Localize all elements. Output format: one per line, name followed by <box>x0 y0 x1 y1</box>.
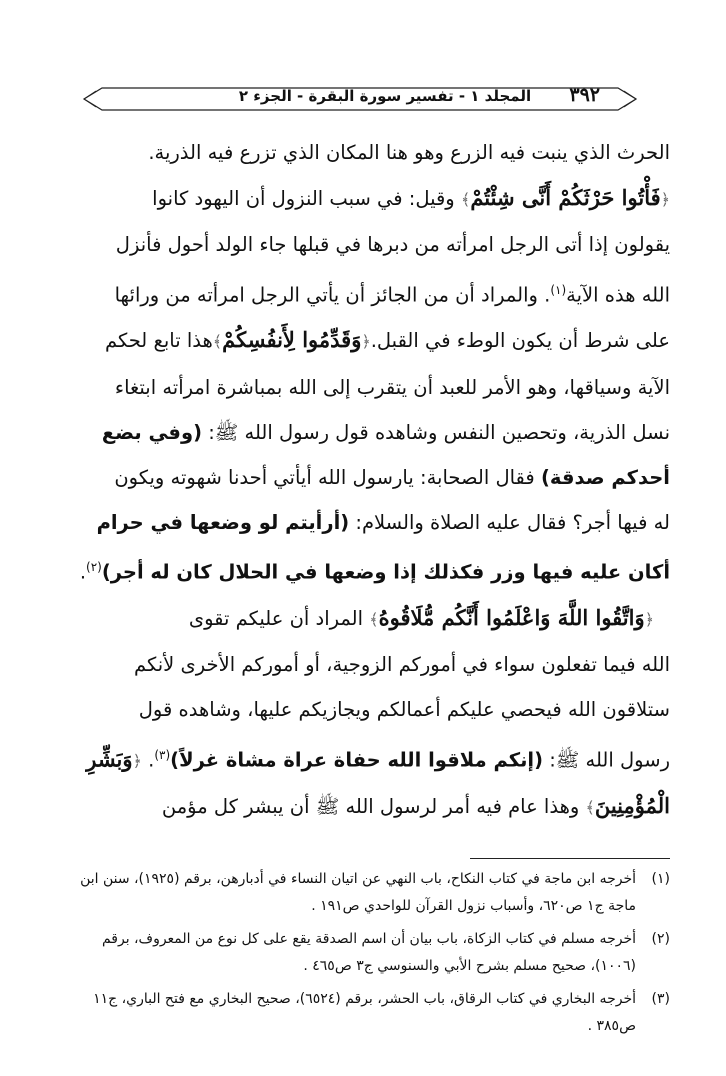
footnotes <box>58 866 670 1046</box>
text-segment: . <box>79 560 87 584</box>
text-segment: يقولون إذا أتى الرجل امرأته من دبرها في قبلها جاء الولد أحول فأنزل <box>115 233 670 257</box>
text-segment: هذا تابع لحكم <box>104 329 213 353</box>
footnote-separator <box>470 858 670 859</box>
text-segment: نسل الذرية، وتحصين النفس وشاهده قول رسول الله ﷺ: <box>202 420 670 444</box>
quran-bracket-close: ﴾ <box>585 798 595 818</box>
footnote-number: (١) <box>651 871 670 887</box>
page-header <box>80 78 640 120</box>
hadith-quote: أحدكم صدقة) <box>540 465 670 489</box>
text-line <box>58 317 670 364</box>
quran-verse: وَاتَّقُوا اللَّهَ وَاعْلَمُوا أَنَّكُم مُّلَاقُوهُ <box>378 605 645 631</box>
hadith-quote: أكان عليه فيها وزر فكذلك إذا وضعها في الحلال كان له أجر) <box>101 560 670 584</box>
text-segment: وقيل: في سبب النزول أن اليهود كانوا <box>152 187 461 211</box>
text-line <box>58 642 670 687</box>
text-segment: الحرث الذي ينبت فيه الزرع وهو هنا المكان الذي تزرع فيه الذرية. <box>148 141 670 164</box>
quran-verse: فَأْتُوا حَرْثَكُمْ أَنَّى شِئْتُمْ <box>470 185 661 211</box>
text-segment: . والمراد أن من الجائز أن يأتي الرجل امرأته من ورائها <box>114 283 551 307</box>
hadith-quote: (إنكم ملاقوا الله حفاة عراة مشاة غرلاً) <box>170 748 543 772</box>
quran-bracket-close: ﴾ <box>212 332 223 352</box>
quran-bracket-close: ﴾ <box>460 190 471 210</box>
footnote <box>58 926 670 980</box>
text-segment: الله فيما تفعلون سواء في أموركم الزوجية، أو أموركم الأخرى لأنكم <box>134 653 670 677</box>
text-segment: المراد أن عليكم تقوى <box>188 607 370 631</box>
text-line <box>58 365 670 410</box>
text-segment: ستلاقون الله فيحصي عليكم أعمالكم ويجازيكم عليها، وشاهده قول <box>138 698 670 722</box>
quran-bracket-open: ﴿ <box>644 610 654 630</box>
text-line <box>58 410 670 455</box>
footnote <box>58 986 670 1040</box>
text-segment: فقال الصحابة: يارسول الله أيأتي أحدنا شهوته ويكون <box>114 465 541 489</box>
footnote-number: (٢) <box>651 931 670 947</box>
footnote-text: أخرجه مسلم في كتاب الزكاة، باب بيان أن اسم الصدقة يقع على كل نوع من المعروف، برقم (١٠٠٦)، صحيح مسلم بشرح الأبي والسنوسي ج٣ ص٤٦٥ . <box>101 931 636 974</box>
text-segment: له فيها أجر؟ فقال عليه الصلاة والسلام: <box>349 511 670 535</box>
text-segment: وهذا عام فيه أمر لرسول الله ﷺ أن يبشر كل مؤمن <box>161 795 586 819</box>
text-line <box>58 595 670 642</box>
footnote-number: (٣) <box>651 991 670 1007</box>
footnote-ref: (٢) <box>86 560 102 575</box>
text-segment: الآية وسياقها، وهو الأمر للعبد أن يتقرب إلى الله بمباشرة امرأته ابتغاء <box>114 375 670 399</box>
text-line <box>58 545 670 595</box>
quran-bracket-open: ﴿ <box>660 190 670 210</box>
text-line <box>58 175 670 222</box>
footnote <box>58 866 670 920</box>
text-line <box>58 268 670 318</box>
footnote-ref: (٣) <box>154 747 171 762</box>
hadith-quote: (وفي بضع <box>101 420 202 444</box>
text-line <box>58 222 670 267</box>
text-line <box>58 130 670 175</box>
hadith-quote: (أرأيتم لو وضعها في حرام <box>96 511 350 535</box>
text-line <box>58 733 670 784</box>
quran-verse: وَبَشِّرِ <box>86 746 133 772</box>
footnote-text: أخرجه ابن ماجة في كتاب النكاح، باب النهي عن اتيان النساء في أدبارهن، برقم (١٩٢٥)، سنن ابن ماجة ج١ ص٦٢٠، وأسباب نزول القرآن للواحدي ص١٩١ . <box>80 871 636 914</box>
main-text <box>58 130 670 831</box>
text-line <box>58 500 670 545</box>
quran-bracket-close: ﴾ <box>369 610 379 630</box>
footnote-ref: (١) <box>550 282 567 297</box>
running-head: المجلد ١ - تفسير سورة البقرة - الجزء ٢ <box>238 87 532 105</box>
footnote-text: أخرجه البخاري في كتاب الرقاق، باب الحشر، برقم (٦٥٢٤)، صحيح البخاري مع فتح الباري، ج١١ ص٣٨٥ . <box>93 991 636 1034</box>
quran-verse: الْمُؤْمِنِينَ <box>594 793 670 819</box>
text-line <box>58 783 670 830</box>
text-segment: على شرط أن يكون الوطء في القبل. <box>370 329 670 353</box>
text-segment: . <box>148 748 155 772</box>
text-segment: الله هذه الآية <box>566 283 670 307</box>
quran-bracket-open: ﴿ <box>132 751 142 771</box>
quran-verse: وَقَدِّمُوا لِأَنفُسِكُمْ <box>222 327 362 353</box>
quran-bracket-open: ﴿ <box>361 332 371 352</box>
text-line <box>58 455 670 500</box>
text-segment: رسول الله ﷺ: <box>543 748 670 772</box>
page-number: ٣٩٢ <box>569 84 600 106</box>
text-line <box>58 687 670 732</box>
